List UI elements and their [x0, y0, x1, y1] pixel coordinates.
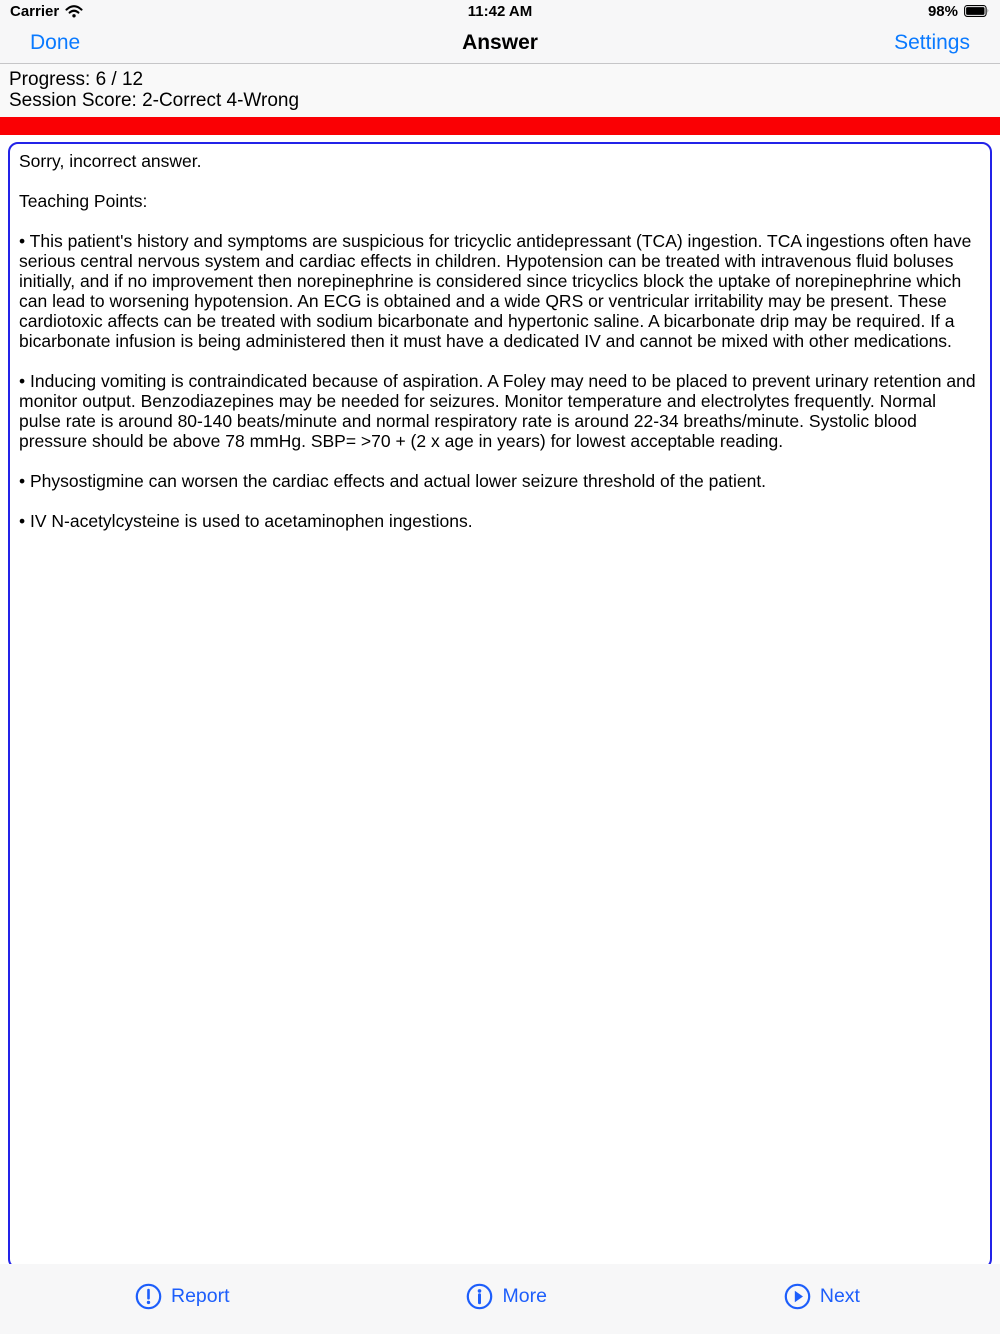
report-label: Report — [171, 1284, 230, 1307]
play-circle-icon — [784, 1283, 811, 1310]
battery-icon — [964, 5, 990, 17]
status-right — [928, 3, 990, 20]
exclamation-circle-icon — [135, 1283, 162, 1310]
next-button[interactable] — [784, 1283, 860, 1310]
progress-label: Progress: 6 / 12 — [9, 69, 144, 90]
teaching-point: • IV N-acetylcysteine is used to acetaminophen ingestions. — [19, 511, 473, 531]
next-label: Next — [819, 1284, 860, 1307]
info-circle-icon — [466, 1283, 493, 1310]
result-message: Sorry, incorrect answer. — [19, 151, 202, 171]
carrier-label: Carrier — [10, 2, 60, 20]
answer-text-view[interactable] — [8, 142, 992, 1269]
status-left — [10, 3, 83, 20]
session-score-label: Session Score: 2-Correct 4-Wrong — [9, 90, 300, 111]
page-title: Answer — [462, 30, 538, 54]
top-chrome — [0, 0, 1000, 64]
more-label: More — [502, 1284, 547, 1307]
teaching-point: • This patient's history and symptoms are suspicious for tricyclic antidepressant (TCA) ingestion. TCA ingestions often have serious central nervous system and cardiac effects in children. Hypotension can be treated with intravenous fluid boluses initially, and if no improvement then norepinephrine is considered since tricyclics block the uptake of norepinephrine which can lead to worsening hypotension. An ECG is obtained and a wide QRS or ventricular irritability may be present. These cardiotoxic affects can be treated with sodium bicarbonate and hypertonic saline. A bicarbonate drip may be required. If a bicarbonate infusion is being administered then it must have a dedicated IV and cannot be mixed with other medications. — [19, 231, 972, 351]
session-info — [0, 64, 1000, 117]
teaching-point: • Physostigmine can worsen the cardiac effects and actual lower seizure threshold of the patient. — [19, 471, 767, 491]
teaching-points-header: Teaching Points: — [19, 191, 148, 211]
teaching-point: • Inducing vomiting is contraindicated because of aspiration. A Foley may need to be placed to prevent urinary retention and monitor output. Benzodiazepines may be needed for seizures. Monitor temperature and electrolytes frequently. Normal pulse rate is around 80-140 beats/minute and normal respiratory rate is around 22-34 breaths/minute. Systolic blood pressure should be above 78 mmHg. SBP= >70 + (2 x age in years) for lowest acceptable reading. — [19, 371, 976, 451]
settings-button[interactable]: Settings — [894, 30, 970, 54]
wifi-icon — [65, 5, 83, 18]
bottom-toolbar — [0, 1264, 1000, 1334]
done-button[interactable]: Done — [30, 30, 81, 54]
status-time: 11:42 AM — [467, 2, 533, 20]
score-progress-bar — [0, 117, 1000, 135]
status-bar — [0, 0, 1000, 22]
report-button[interactable] — [135, 1283, 230, 1310]
battery-percent-label: 98% — [927, 2, 958, 20]
navigation-bar — [0, 22, 1000, 64]
more-button[interactable] — [466, 1283, 546, 1310]
